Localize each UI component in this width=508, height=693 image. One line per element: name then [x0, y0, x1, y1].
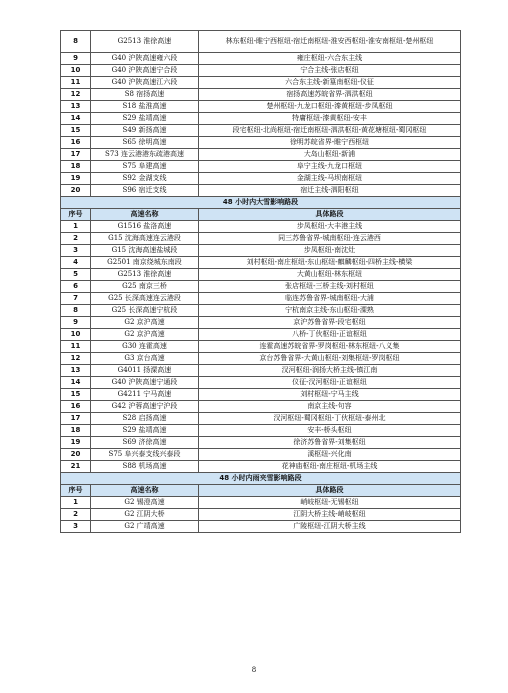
road-section: 临连苏鲁省界-城南枢纽-大浦	[199, 293, 461, 305]
row-number: 6	[61, 281, 91, 293]
road-section: 连霍高速苏皖省界-罗岗枢纽-林东枢纽-八义集	[199, 341, 461, 353]
road-section: 徐明苏皖省界-睢宁西枢纽	[199, 137, 461, 149]
highway-name: S28 启扬高速	[91, 413, 199, 425]
table-row	[61, 31, 461, 53]
header-no: 序号	[61, 485, 91, 497]
table-row	[61, 137, 461, 149]
table-row	[61, 101, 461, 113]
row-number: 15	[61, 125, 91, 137]
row-number: 20	[61, 449, 91, 461]
table-row	[61, 125, 461, 137]
row-number: 10	[61, 65, 91, 77]
highway-name: S96 宿迁支线	[91, 185, 199, 197]
highway-name: G2 京沪高速	[91, 329, 199, 341]
highway-name: S75 阜建高速	[91, 161, 199, 173]
row-number: 7	[61, 293, 91, 305]
road-section: 楚州枢纽-九龙口枢纽-溱黄枢纽-步凤枢纽	[199, 101, 461, 113]
row-number: 13	[61, 365, 91, 377]
row-number: 12	[61, 89, 91, 101]
road-section: 花神庙枢纽-南庄枢纽-机场主线	[199, 461, 461, 473]
road-section: 南京主线-句容	[199, 401, 461, 413]
table-row	[61, 281, 461, 293]
highway-name: S49 新扬高速	[91, 125, 199, 137]
highway-name: G40 沪陕高速宁通段	[91, 377, 199, 389]
highway-name: G2 京沪高速	[91, 317, 199, 329]
highway-name: G15 沈海高速盐城段	[91, 245, 199, 257]
road-section: 八桥-丁伙枢纽-正谊枢纽	[199, 329, 461, 341]
table-row	[61, 365, 461, 377]
highway-name: S8 宿扬高速	[91, 89, 199, 101]
road-closure-table	[60, 30, 461, 533]
highway-name: G2513 淮徐高速	[91, 31, 199, 53]
table-row	[61, 413, 461, 425]
header-no: 序号	[61, 209, 91, 221]
table-row	[61, 497, 461, 509]
table-row	[61, 77, 461, 89]
header-section: 具体路段	[199, 209, 461, 221]
row-number: 14	[61, 377, 91, 389]
table-row	[61, 161, 461, 173]
header-name: 高速名称	[91, 485, 199, 497]
table-row	[61, 449, 461, 461]
row-number: 19	[61, 437, 91, 449]
highway-name: G2 锡澄高速	[91, 497, 199, 509]
row-number: 13	[61, 101, 91, 113]
road-section: 安丰-桥头枢纽	[199, 425, 461, 437]
row-number: 21	[61, 461, 91, 473]
row-number: 9	[61, 53, 91, 65]
highway-name: G25 南京三桥	[91, 281, 199, 293]
table-row	[61, 65, 461, 77]
row-number: 17	[61, 149, 91, 161]
road-section: 刘村枢纽-宁马主线	[199, 389, 461, 401]
row-number: 9	[61, 317, 91, 329]
highway-name: G4011 扬溧高速	[91, 365, 199, 377]
road-section: 宿扬高速苏皖省界-泗洪枢纽	[199, 89, 461, 101]
row-number: 3	[61, 245, 91, 257]
row-number: 11	[61, 341, 91, 353]
section-title-row	[61, 473, 461, 485]
highway-name: G25 长深高速连云港段	[91, 293, 199, 305]
road-section: 京沪苏鲁省界-段宅枢纽	[199, 317, 461, 329]
table-row	[61, 269, 461, 281]
header-section: 具体路段	[199, 485, 461, 497]
highway-name: G3 京台高速	[91, 353, 199, 365]
row-number: 4	[61, 257, 91, 269]
table-row	[61, 341, 461, 353]
row-number: 17	[61, 413, 91, 425]
table-row	[61, 425, 461, 437]
road-section: 雍庄枢纽-六合东主线	[199, 53, 461, 65]
row-number: 8	[61, 305, 91, 317]
table-row	[61, 53, 461, 65]
road-section: 特庸枢纽-溱黄枢纽-安丰	[199, 113, 461, 125]
row-number: 20	[61, 185, 91, 197]
highway-name: S92 金湖支线	[91, 173, 199, 185]
table-row	[61, 317, 461, 329]
table-row	[61, 173, 461, 185]
table-row	[61, 113, 461, 125]
highway-name: S73 连云港港东疏港高速	[91, 149, 199, 161]
table-row	[61, 461, 461, 473]
road-section: 大黄山枢纽-林东枢纽	[199, 269, 461, 281]
road-section: 仪征-汊河枢纽-正谊枢纽	[199, 377, 461, 389]
road-section: 步凤枢纽-南沈灶	[199, 245, 461, 257]
road-section: 林东枢纽-睢宁西枢纽-宿迁南枢纽-淮安西枢纽-淮安南枢纽-楚州枢纽	[199, 31, 461, 53]
road-section: 江阴大桥主线-峭岐枢纽	[199, 509, 461, 521]
table-row	[61, 437, 461, 449]
highway-name: G2513 淮徐高速	[91, 269, 199, 281]
highway-name: G40 沪陕高速雍六段	[91, 53, 199, 65]
row-number: 16	[61, 401, 91, 413]
table-row	[61, 353, 461, 365]
row-number: 11	[61, 77, 91, 89]
highway-name: S29 盐靖高速	[91, 425, 199, 437]
row-number: 19	[61, 173, 91, 185]
section-title: 48 小时内雨夹雪影响路段	[61, 473, 461, 485]
highway-name: G40 沪陕高速江六段	[91, 77, 199, 89]
highway-name: S75 阜兴泰支线兴泰段	[91, 449, 199, 461]
row-number: 18	[61, 425, 91, 437]
page-number: 8	[251, 666, 257, 674]
table-row	[61, 305, 461, 317]
road-section: 刘村枢纽-南庄枢纽-东山枢纽-麒麟枢纽-四桥主线-横梁	[199, 257, 461, 269]
table-row	[61, 509, 461, 521]
table-row	[61, 185, 461, 197]
section-title: 48 小时内大雪影响路段	[61, 197, 461, 209]
road-section: 峭岐枢纽-无锡枢纽	[199, 497, 461, 509]
highway-name: G40 沪陕高速宁合段	[91, 65, 199, 77]
road-section: 广陵枢纽-江阴大桥主线	[199, 521, 461, 533]
table-row	[61, 149, 461, 161]
row-number: 3	[61, 521, 91, 533]
road-section: 六合东主线-新篁南枢纽-仪征	[199, 77, 461, 89]
road-section: 宿迁主线-泗阳枢纽	[199, 185, 461, 197]
row-number: 1	[61, 221, 91, 233]
row-number: 2	[61, 233, 91, 245]
highway-name: S65 徐明高速	[91, 137, 199, 149]
row-number: 12	[61, 353, 91, 365]
table-row	[61, 401, 461, 413]
road-section: 宁合主线-张店枢纽	[199, 65, 461, 77]
table-header-row	[61, 209, 461, 221]
row-number: 1	[61, 497, 91, 509]
highway-name: S69 济徐高速	[91, 437, 199, 449]
table-row	[61, 221, 461, 233]
section-title-row	[61, 197, 461, 209]
highway-name: G1516 盐洛高速	[91, 221, 199, 233]
table-row	[61, 245, 461, 257]
road-section: 金湖主线-马坝南枢纽	[199, 173, 461, 185]
table-row	[61, 521, 461, 533]
row-number: 15	[61, 389, 91, 401]
road-section: 张店枢纽-三桥主线-刘村枢纽	[199, 281, 461, 293]
road-section: 同三苏鲁省界-城南枢纽-连云港西	[199, 233, 461, 245]
highway-name: G2 江阴大桥	[91, 509, 199, 521]
road-section: 阜宁主线-九龙口枢纽	[199, 161, 461, 173]
table-header-row	[61, 485, 461, 497]
row-number: 16	[61, 137, 91, 149]
highway-name: G4211 宁马高速	[91, 389, 199, 401]
highway-name: G2 广靖高速	[91, 521, 199, 533]
row-number: 2	[61, 509, 91, 521]
table-row	[61, 257, 461, 269]
road-section: 段宅枢纽-北尚枢纽-宿迁南枢纽-泗洪枢纽-黄花塘枢纽-蜀冈枢纽	[199, 125, 461, 137]
highway-name: G2501 南京绕城东南段	[91, 257, 199, 269]
highway-name: S88 机场高速	[91, 461, 199, 473]
road-section: 大岛山枢纽-新浦	[199, 149, 461, 161]
highway-name: S29 盐靖高速	[91, 113, 199, 125]
row-number: 18	[61, 161, 91, 173]
road-section: 京台苏鲁省界-大黄山枢纽-刘集枢纽-罗岗枢纽	[199, 353, 461, 365]
table-row	[61, 329, 461, 341]
row-number: 8	[61, 31, 91, 53]
highway-name: G15 沈海高速连云港段	[91, 233, 199, 245]
road-section: 溪枢纽-兴化南	[199, 449, 461, 461]
road-section: 宁杭南京主线-东山枢纽-溧熟	[199, 305, 461, 317]
highway-name: G42 沪蓉高速宁沪段	[91, 401, 199, 413]
table-row	[61, 293, 461, 305]
table-row	[61, 389, 461, 401]
table-row	[61, 89, 461, 101]
row-number: 5	[61, 269, 91, 281]
road-section: 徐济苏鲁省界-刘集枢纽	[199, 437, 461, 449]
header-name: 高速名称	[91, 209, 199, 221]
road-section: 汊河枢纽-润扬大桥主线-镇江南	[199, 365, 461, 377]
road-section: 汊河枢纽-蜀冈枢纽-丁伙枢纽-泰州北	[199, 413, 461, 425]
row-number: 14	[61, 113, 91, 125]
highway-name: G25 长深高速宁杭段	[91, 305, 199, 317]
table-row	[61, 233, 461, 245]
highway-name: S18 盐淮高速	[91, 101, 199, 113]
row-number: 10	[61, 329, 91, 341]
road-section: 步凤枢纽-大丰港主线	[199, 221, 461, 233]
table-row	[61, 377, 461, 389]
highway-name: G30 连霍高速	[91, 341, 199, 353]
